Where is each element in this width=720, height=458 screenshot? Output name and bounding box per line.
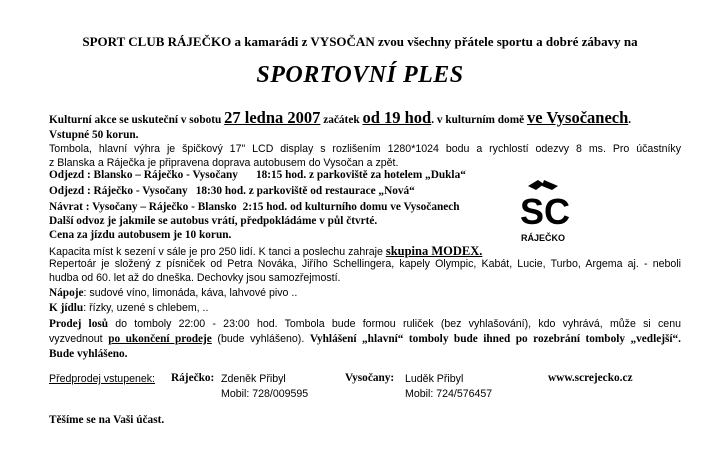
food-line [49, 302, 208, 314]
sale-line-2 [49, 333, 681, 345]
bus-departure-1-label: Odjezd : Blansko – Ráječko - Vysočany [49, 169, 238, 181]
capacity-text: Kapacita míst k sezení v sále je pro 250 lidí. K tanci a poslechu zahraje [49, 246, 386, 258]
bus-price: Cena za jízdu autobusem je 10 korun. [49, 229, 232, 241]
invitation-header: SPORT CLUB RÁJEČKO a kamarádi z VYSOČAN zvou všechny přátele sportu a dobré zábavy na [82, 34, 638, 49]
sale-text-2: vyzvednout [49, 333, 109, 345]
event-time: od 19 hod [362, 108, 432, 127]
presale-rajecko-phone: Mobil: 728/009595 [221, 388, 309, 400]
drinks-text: : sudové víno, limonáda, káva, lahvové pivo .. [83, 287, 298, 299]
bus-return [49, 201, 460, 213]
intro-text-2: začátek [320, 114, 363, 126]
presale-label: Předprodej vstupenek: [49, 373, 156, 385]
repertoire-line-1: Repertoár je složený z písniček od Petra Nováka, Jiřího Schellingera, kapely Olympic, Kabát, Lucie, Turbo, Argema aj. - neboli [49, 258, 681, 270]
bus-departure-1 [49, 169, 466, 181]
bus-departure-1-time: 18:15 hod. z parkoviště za hotelem „Dukla“ [255, 169, 466, 181]
bus-departure-2-label: Odjezd : Ráječko - Vysočany [49, 185, 188, 197]
announced-line: Bude vyhlášeno. [49, 348, 128, 360]
food-label: K jídlu [49, 302, 84, 314]
logo-figure-arm [542, 180, 558, 190]
bus-departure-2 [49, 185, 415, 197]
club-website: www.screjecko.cz [548, 372, 633, 384]
presale-vysocany-label: Vysočany: [345, 372, 395, 384]
sale-label: Prodej losů [49, 318, 109, 330]
sale-line-1 [49, 318, 681, 330]
capacity-line [49, 244, 482, 259]
presale-rajecko-name: Zdeněk Přibyl [221, 373, 286, 385]
bus-return-label: Návrat : Vysočany – Ráječko - Blansko [49, 201, 237, 213]
food-text: : řízky, uzené s chlebem, .. [83, 302, 209, 314]
bus-return-time: 2:15 hod. od kulturního domu ve Vysočanech [242, 201, 460, 213]
closing-line: Těšíme se na Vaši účast. [49, 414, 165, 426]
main-tombola-note: Vyhlášení „hlavní“ tomboly bude ihned po rozebrání tomboly „vedlejší“. [309, 333, 681, 345]
logo-figure-head [528, 180, 544, 190]
club-logo [514, 176, 572, 244]
event-date: 27 ledna 2007 [224, 108, 321, 127]
drinks-label: Nápoje [49, 287, 84, 299]
sale-text: do tomboly 22:00 - 23:00 hod. Tombola bude formou ruliček (bez vyhlašování), kdo vyhrává, může si cenu [108, 318, 681, 330]
tombola-line-1: Tombola, hlavní výhra je špičkový 17" LCD display s rozlišením 1280*1024 bodu a rychlostí odezvy 8 ms. Pro účastníky [49, 143, 681, 155]
intro-line [49, 108, 631, 128]
logo-letter-s: S [520, 191, 545, 232]
intro-text-3: . v kulturním domě [431, 114, 527, 126]
presale-vysocany-phone: Mobil: 724/576457 [405, 388, 493, 400]
sale-end: po ukončení prodeje [108, 333, 212, 345]
presale-rajecko-label: Ráječko: [171, 372, 215, 384]
logo-letter-c: C [544, 191, 570, 232]
tombola-line-2: z Blanska a Ráječka je připravena doprava autobusem do Vysočan a zpět. [49, 157, 399, 169]
logo-text: RÁJEČKO [520, 233, 566, 243]
event-place: ve Vysočanech [526, 108, 629, 127]
event-title: SPORTOVNÍ PLES [256, 62, 464, 88]
intro-text-4: . [628, 114, 632, 126]
club-logo-graphic [514, 176, 572, 244]
intro-text-1: Kulturní akce se uskuteční v sobotu [49, 114, 225, 126]
drinks-line [49, 287, 297, 299]
band-name: skupina MODEX. [385, 244, 483, 258]
entry-fee: Vstupné 50 korun. [49, 129, 139, 141]
bus-extra: Další odvoz je jakmile se autobus vrátí, předpokládáme v půl čtvrté. [49, 215, 378, 227]
sale-text-3: (bude vyhlášeno). [211, 333, 310, 345]
repertoire-line-2: hudba od 60. let až do dneška. Dechovky jsou samozřejmostí. [49, 272, 341, 284]
presale-vysocany-name: Luděk Přibyl [405, 373, 464, 385]
bus-departure-2-time: 18:30 hod. z parkoviště od restaurace „Nová“ [195, 185, 415, 197]
